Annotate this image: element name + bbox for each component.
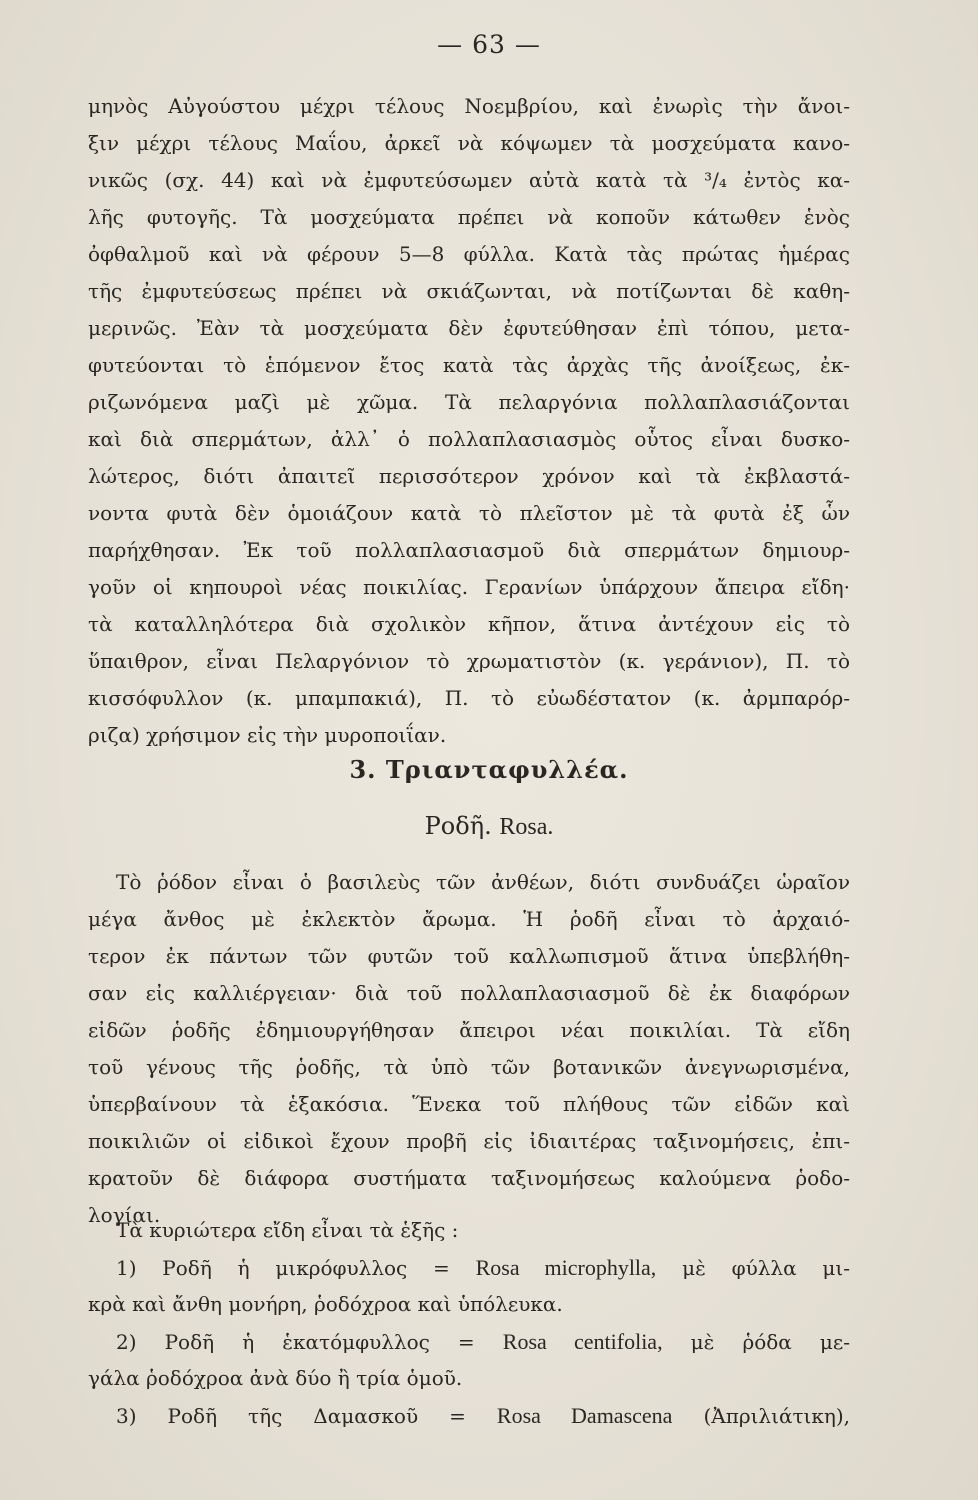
list-item-line: [88, 1249, 850, 1286]
text-line: τῆς ἐμφυτεύσεως πρέπει νὰ σκιάζωνται, νὰ ποτίζωνται δὲ καθη-: [88, 279, 850, 303]
text-line: ὑπερβαίνουν τὰ ἑξακόσια. Ἕνεκα τοῦ πλήθους τῶν εἰδῶν καὶ: [88, 1092, 850, 1116]
section-title: 3. Τριανταφυλλέα.: [349, 755, 629, 784]
text-line: νικῶς (σχ. 44) καὶ νὰ ἐμφυτεύσωμεν αὐτὰ κατὰ τὰ ³/₄ ἐντὸς κα-: [88, 168, 850, 192]
latin-name: Rosa Damascena: [496, 1403, 673, 1428]
list-item-line: κρὰ καὶ ἄνθη μονήρη, ῥοδόχροα καὶ ὑπόλευκα.: [88, 1292, 563, 1316]
paragraph-1: [88, 88, 850, 754]
species-list: [88, 1212, 850, 1434]
text-line: τερον ἐκ πάντων τῶν φυτῶν τοῦ καλλωπισμοῦ ἅτινα ὑπεβλήθη-: [88, 944, 850, 968]
paragraph-2: [88, 864, 850, 1234]
text-line: ποικιλιῶν οἱ εἰδικοὶ ἔχουν προβῆ εἰς ἰδιαιτέρας ταξινομήσεις, ἐπι-: [88, 1129, 850, 1153]
text-line: νοντα φυτὰ δὲν ὁμοιάζουν κατὰ τὸ πλεῖστον μὲ τὰ φυτὰ ἐξ ὧν: [88, 501, 850, 525]
text-line: λώτερος, διότι ἀπαιτεῖ περισσότερον χρόνον καὶ τὰ ἐκβλαστά-: [88, 464, 850, 488]
list-item-text: μὲ φύλλα μι-: [656, 1256, 850, 1280]
text-line: μηνὸς Αὐγούστου μέχρι τέλους Νοεμβρίου, καὶ ἐνωρὶς τὴν ἄνοι-: [88, 94, 850, 118]
text-line: ξιν μέχρι τέλους Μαΐου, ἀρκεῖ νὰ κόψωμεν τὰ μοσχεύματα κανο-: [88, 131, 850, 155]
text-line: ριζωνόμενα μαζὶ μὲ χῶμα. Τὰ πελαργόνια πολλαπλασιάζονται: [88, 390, 850, 414]
text-line: γοῦν οἱ κηπουροὶ νέας ποικιλίας. Γερανίων ὑπάρχουν ἄπειρα εἴδη·: [88, 575, 850, 599]
list-intro: Τὰ κυριώτερα εἴδη εἶναι τὰ ἑξῆς :: [116, 1218, 459, 1242]
text-line: μερινῶς. Ἐὰν τὰ μοσχεύματα δὲν ἐφυτεύθησαν ἐπὶ τόπου, μετα-: [88, 316, 850, 340]
text-line: κισσόφυλλον (κ. μπαμπακιά), Π. τὸ εὐωδέστατον (κ. ἀρμπαρόρ-: [88, 686, 850, 710]
text-line: φυτεύονται τὸ ἑπόμενον ἔτος κατὰ τὰς ἀρχὰς τῆς ἀνοίξεως, ἐκ-: [88, 353, 850, 377]
list-item-text: 3) Ροδῆ τῆς Δαμασκοῦ =: [116, 1404, 497, 1428]
text-line: τοῦ γένους τῆς ῥοδῆς, τὰ ὑπὸ τῶν βοτανικῶν ἀνεγνωρισμένα,: [88, 1055, 850, 1079]
list-item-line: [88, 1323, 850, 1360]
text-line: Τὸ ῥόδον εἶναι ὁ βασιλεὺς τῶν ἀνθέων, διότι συνδυάζει ὡραῖον: [116, 870, 850, 894]
text-line: ὕπαιθρον, εἶναι Πελαργόνιον τὸ χρωματιστὸν (κ. γεράνιον), Π. τὸ: [88, 649, 850, 673]
section-subtitle: [0, 812, 978, 841]
list-item-text: 1) Ροδῆ ἡ μικρόφυλλος =: [116, 1256, 476, 1280]
text-line: κρατοῦν δὲ διάφορα συστήματα ταξινομήσεως καλούμενα ῥοδο-: [88, 1166, 850, 1190]
list-item-text: μὲ ῥόδα με-: [662, 1330, 850, 1354]
list-item-text: 2) Ροδῆ ἡ ἑκατόμφυλλος =: [116, 1330, 503, 1354]
text-line: ὀφθαλμοῦ καὶ νὰ φέρουν 5—8 φύλλα. Κατὰ τὰς πρώτας ἡμέρας: [88, 242, 850, 266]
list-item-line: γάλα ῥοδόχροα ἀνὰ δύο ἢ τρία ὁμοῦ.: [88, 1366, 463, 1390]
text-line: παρήχθησαν. Ἐκ τοῦ πολλαπλασιασμοῦ διὰ σπερμάτων δημιουρ-: [88, 538, 850, 562]
list-item-line: [88, 1397, 850, 1434]
list-item-text: (Ἀπριλιάτικη),: [672, 1404, 850, 1428]
text-line: σαν εἰς καλλιέργειαν· διὰ τοῦ πολλαπλασιασμοῦ δὲ ἐκ διαφόρων: [88, 981, 850, 1005]
text-line: εἰδῶν ῥοδῆς ἐδημιουργήθησαν ἄπειροι νέαι ποικιλίαι. Τὰ εἴδη: [88, 1018, 850, 1042]
text-line: λῆς φυτογῆς. Τὰ μοσχεύματα πρέπει νὰ κοποῦν κάτωθεν ἑνὸς: [88, 205, 850, 229]
text-line: καὶ διὰ σπερμάτων, ἀλλ᾽ ὁ πολλαπλασιασμὸς οὗτος εἶναι δυσκο-: [88, 427, 850, 451]
text-line: τὰ καταλληλότερα διὰ σχολικὸν κῆπον, ἅτινα ἀντέχουν εἰς τὸ: [88, 612, 850, 636]
text-line: ριζα) χρήσιμον εἰς τὴν μυροποιΐαν.: [88, 723, 447, 747]
text-line: μέγα ἄνθος μὲ ἐκλεκτὸν ἄρωμα. Ἡ ῥοδῆ εἶναι τὸ ἀρχαιό-: [88, 907, 850, 931]
subtitle-greek: Ροδῆ.: [424, 812, 492, 840]
latin-name: Rosa microphylla,: [475, 1255, 657, 1280]
text-line: λογίαι.: [88, 1203, 161, 1227]
page-number: — 63 —: [437, 30, 541, 59]
subtitle-latin: Rosa.: [499, 814, 554, 840]
latin-name: Rosa centifolia,: [502, 1329, 663, 1354]
